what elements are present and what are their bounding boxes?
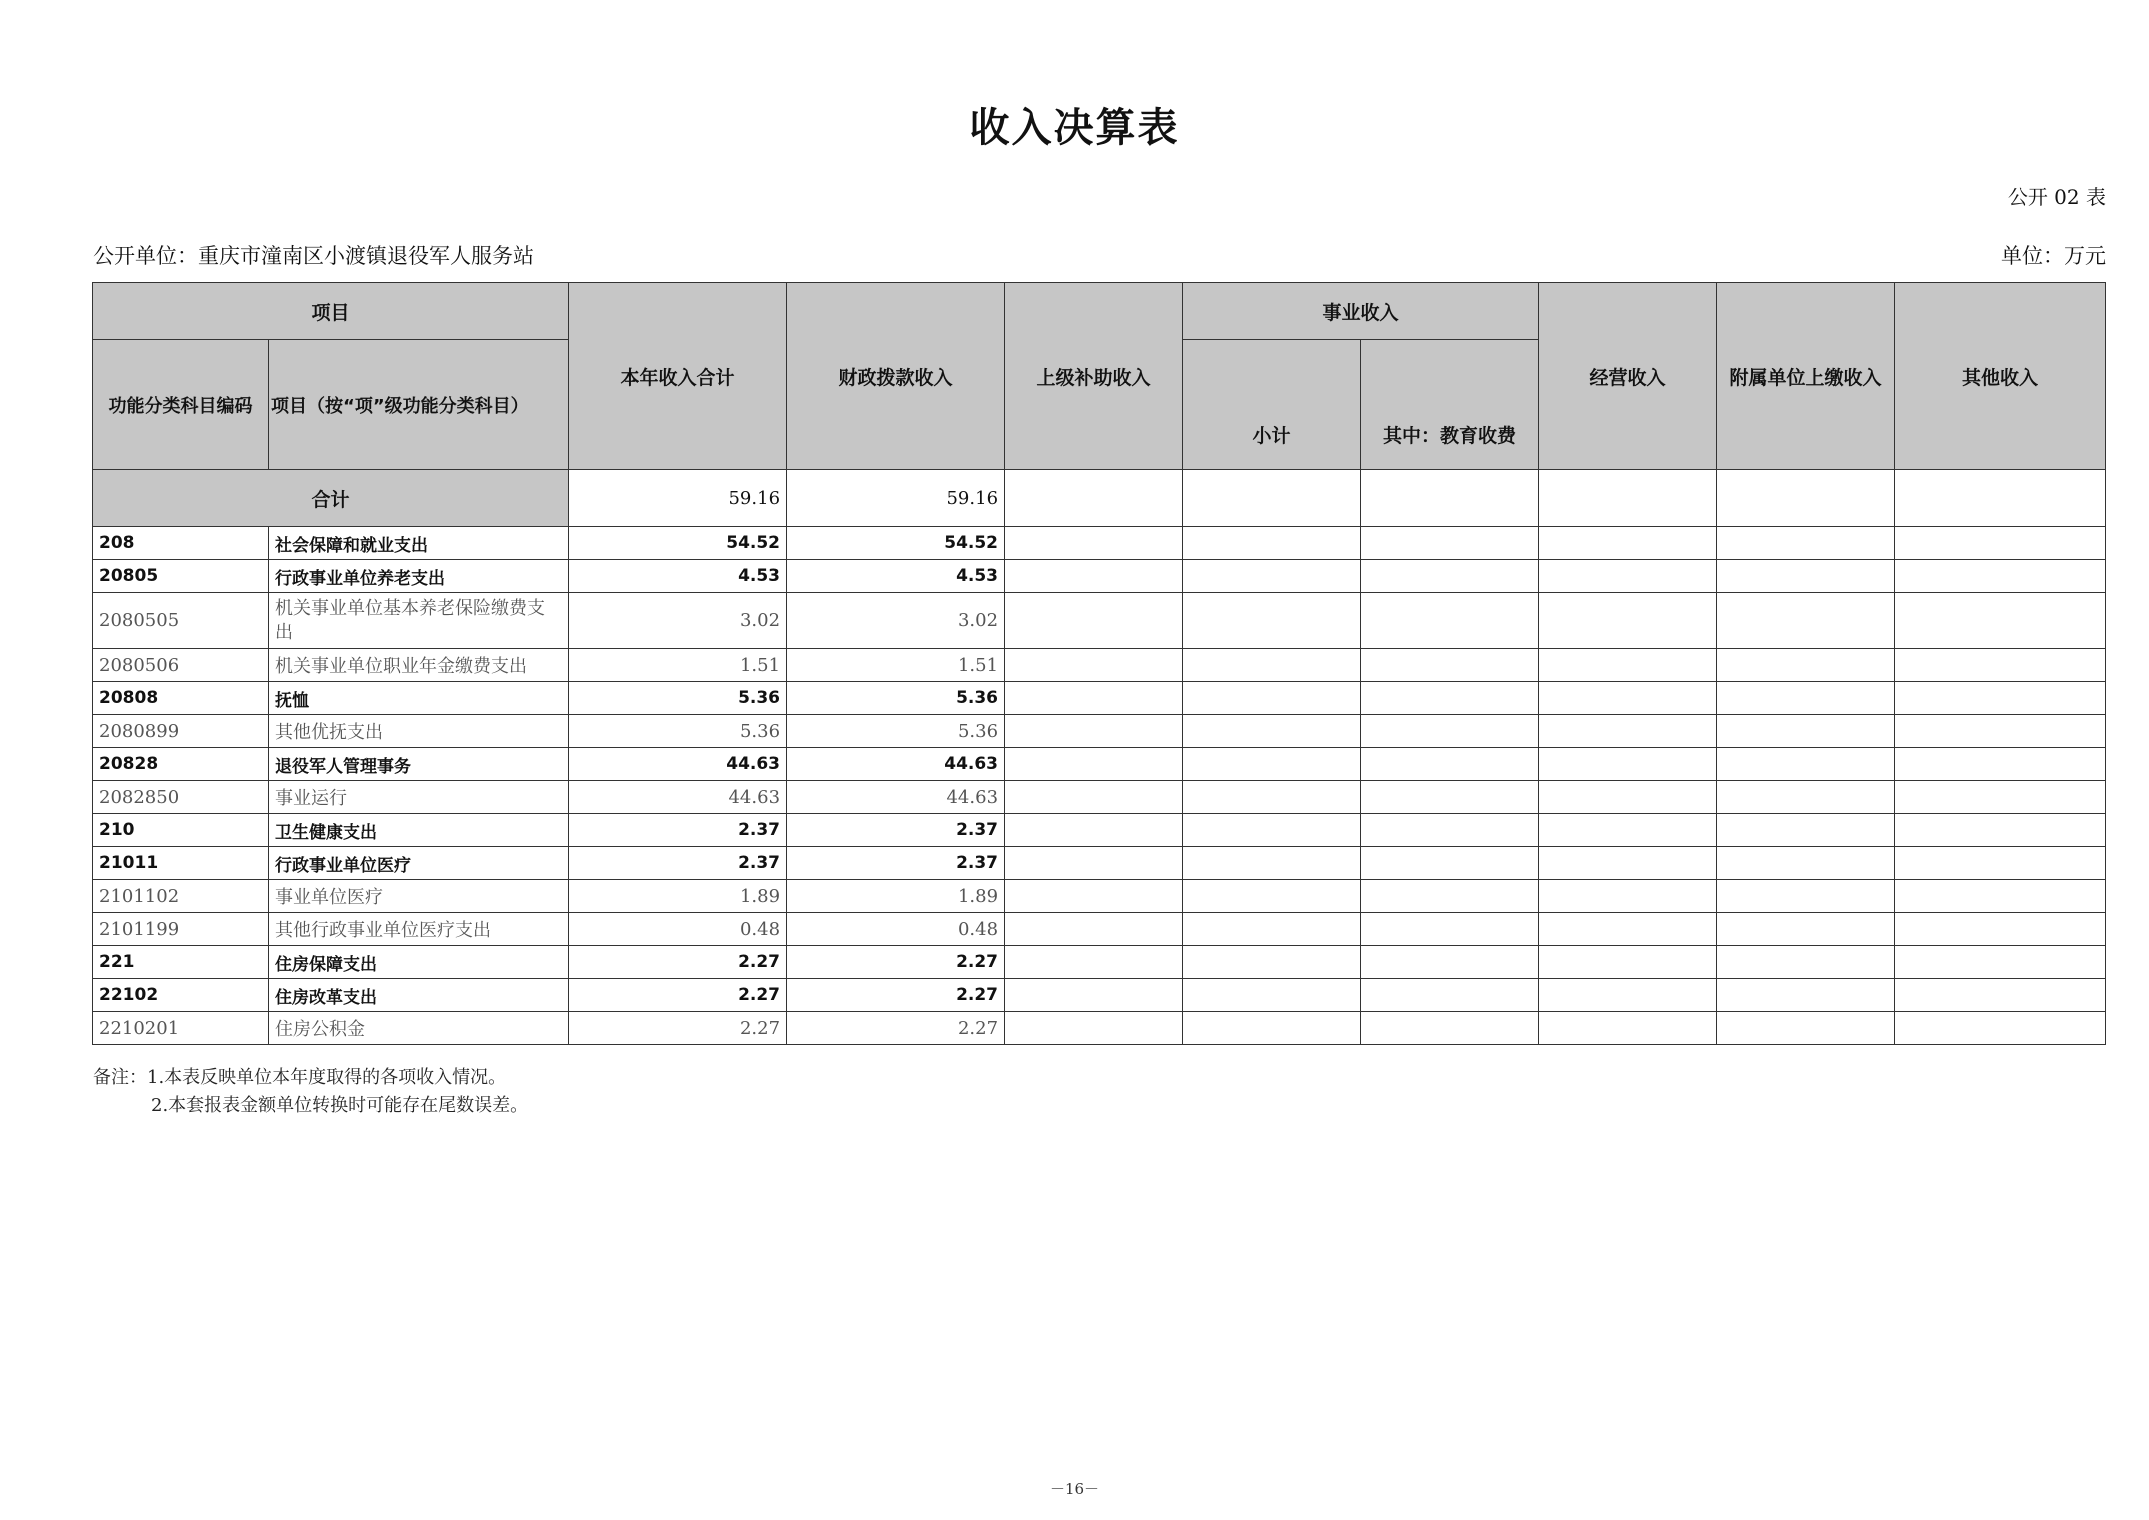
row-name: 其他行政事业单位医疗支出	[269, 913, 569, 946]
form-number: 公开 02 表	[2007, 185, 2106, 209]
header-subtotal: 小计	[1183, 340, 1361, 470]
row-fiscal: 4.53	[787, 560, 1005, 593]
row-name: 退役军人管理事务	[269, 748, 569, 781]
header-item: 项目	[93, 283, 569, 340]
header-operating: 经营收入	[1539, 283, 1717, 470]
row-code: 2101102	[93, 880, 269, 913]
row-fiscal: 5.36	[787, 682, 1005, 715]
row-total: 1.89	[569, 880, 787, 913]
row-code: 2101199	[93, 913, 269, 946]
row-code: 2080505	[93, 593, 269, 649]
row-total: 1.51	[569, 649, 787, 682]
table-notes	[93, 1064, 528, 1120]
row-total: 44.63	[569, 781, 787, 814]
row-name: 卫生健康支出	[269, 814, 569, 847]
row-name: 机关事业单位职业年金缴费支出	[269, 649, 569, 682]
table-row	[93, 649, 2106, 682]
row-fiscal: 2.37	[787, 814, 1005, 847]
row-name: 行政事业单位养老支出	[269, 560, 569, 593]
currency-unit: 单位：万元	[2001, 244, 2106, 268]
table-row	[93, 748, 2106, 781]
row-code: 210	[93, 814, 269, 847]
row-code: 2080506	[93, 649, 269, 682]
table-row	[93, 527, 2106, 560]
row-name: 社会保障和就业支出	[269, 527, 569, 560]
row-total: 2.37	[569, 814, 787, 847]
table-row	[93, 560, 2106, 593]
table-row	[93, 593, 2106, 649]
table-row	[93, 847, 2106, 880]
note-line-1: 备注：1.本表反映单位本年度取得的各项收入情况。	[93, 1067, 507, 1088]
row-total: 4.53	[569, 560, 787, 593]
row-fiscal: 1.89	[787, 880, 1005, 913]
header-edu: 其中：教育收费	[1361, 340, 1539, 470]
row-total: 5.36	[569, 715, 787, 748]
row-total: 2.27	[569, 946, 787, 979]
header-code: 功能分类科目编码	[93, 340, 269, 470]
row-code: 22102	[93, 979, 269, 1012]
row-code: 20828	[93, 748, 269, 781]
total-amount: 59.16	[569, 470, 787, 527]
header-total: 本年收入合计	[569, 283, 787, 470]
row-total: 5.36	[569, 682, 787, 715]
page-number: －16－	[1049, 1480, 1100, 1498]
table-row	[93, 814, 2106, 847]
total-fiscal: 59.16	[787, 470, 1005, 527]
table-row	[93, 682, 2106, 715]
table-row	[93, 1012, 2106, 1045]
table-row	[93, 913, 2106, 946]
note-line-2: 2.本套报表金额单位转换时可能存在尾数误差。	[151, 1095, 529, 1116]
row-code: 21011	[93, 847, 269, 880]
header-name: 项目（按“项”级功能分类科目）	[269, 340, 569, 470]
row-fiscal: 3.02	[787, 593, 1005, 649]
row-total: 0.48	[569, 913, 787, 946]
row-fiscal: 5.36	[787, 715, 1005, 748]
table-row	[93, 880, 2106, 913]
row-name: 住房公积金	[269, 1012, 569, 1045]
row-fiscal: 2.27	[787, 1012, 1005, 1045]
row-fiscal: 2.37	[787, 847, 1005, 880]
table-row	[93, 781, 2106, 814]
row-total: 3.02	[569, 593, 787, 649]
row-name: 抚恤	[269, 682, 569, 715]
row-code: 221	[93, 946, 269, 979]
row-name: 住房改革支出	[269, 979, 569, 1012]
page-title: 收入决算表	[969, 105, 1180, 151]
total-row	[93, 470, 2106, 527]
reporting-unit: 公开单位：重庆市潼南区小渡镇退役军人服务站	[93, 244, 534, 268]
header-subsidy: 上级补助收入	[1005, 283, 1183, 470]
row-code: 20808	[93, 682, 269, 715]
row-name: 事业运行	[269, 781, 569, 814]
row-fiscal: 0.48	[787, 913, 1005, 946]
table-row	[93, 979, 2106, 1012]
table-row	[93, 715, 2106, 748]
row-total: 2.27	[569, 1012, 787, 1045]
row-total: 54.52	[569, 527, 787, 560]
row-total: 2.27	[569, 979, 787, 1012]
income-table	[92, 282, 2106, 1045]
row-fiscal: 54.52	[787, 527, 1005, 560]
row-fiscal: 2.27	[787, 946, 1005, 979]
row-fiscal: 44.63	[787, 748, 1005, 781]
header-affiliated: 附属单位上缴收入	[1717, 283, 1895, 470]
row-name: 住房保障支出	[269, 946, 569, 979]
row-name: 事业单位医疗	[269, 880, 569, 913]
row-code: 208	[93, 527, 269, 560]
header-fiscal: 财政拨款收入	[787, 283, 1005, 470]
row-code: 20805	[93, 560, 269, 593]
total-label: 合计	[93, 470, 569, 527]
row-code: 2210201	[93, 1012, 269, 1045]
header-business: 事业收入	[1183, 283, 1539, 340]
row-fiscal: 2.27	[787, 979, 1005, 1012]
row-code: 2080899	[93, 715, 269, 748]
row-fiscal: 1.51	[787, 649, 1005, 682]
row-total: 2.37	[569, 847, 787, 880]
row-fiscal: 44.63	[787, 781, 1005, 814]
header-other: 其他收入	[1895, 283, 2106, 470]
row-code: 2082850	[93, 781, 269, 814]
row-name: 行政事业单位医疗	[269, 847, 569, 880]
row-name: 机关事业单位基本养老保险缴费支出	[269, 593, 569, 649]
table-row	[93, 946, 2106, 979]
row-name: 其他优抚支出	[269, 715, 569, 748]
row-total: 44.63	[569, 748, 787, 781]
